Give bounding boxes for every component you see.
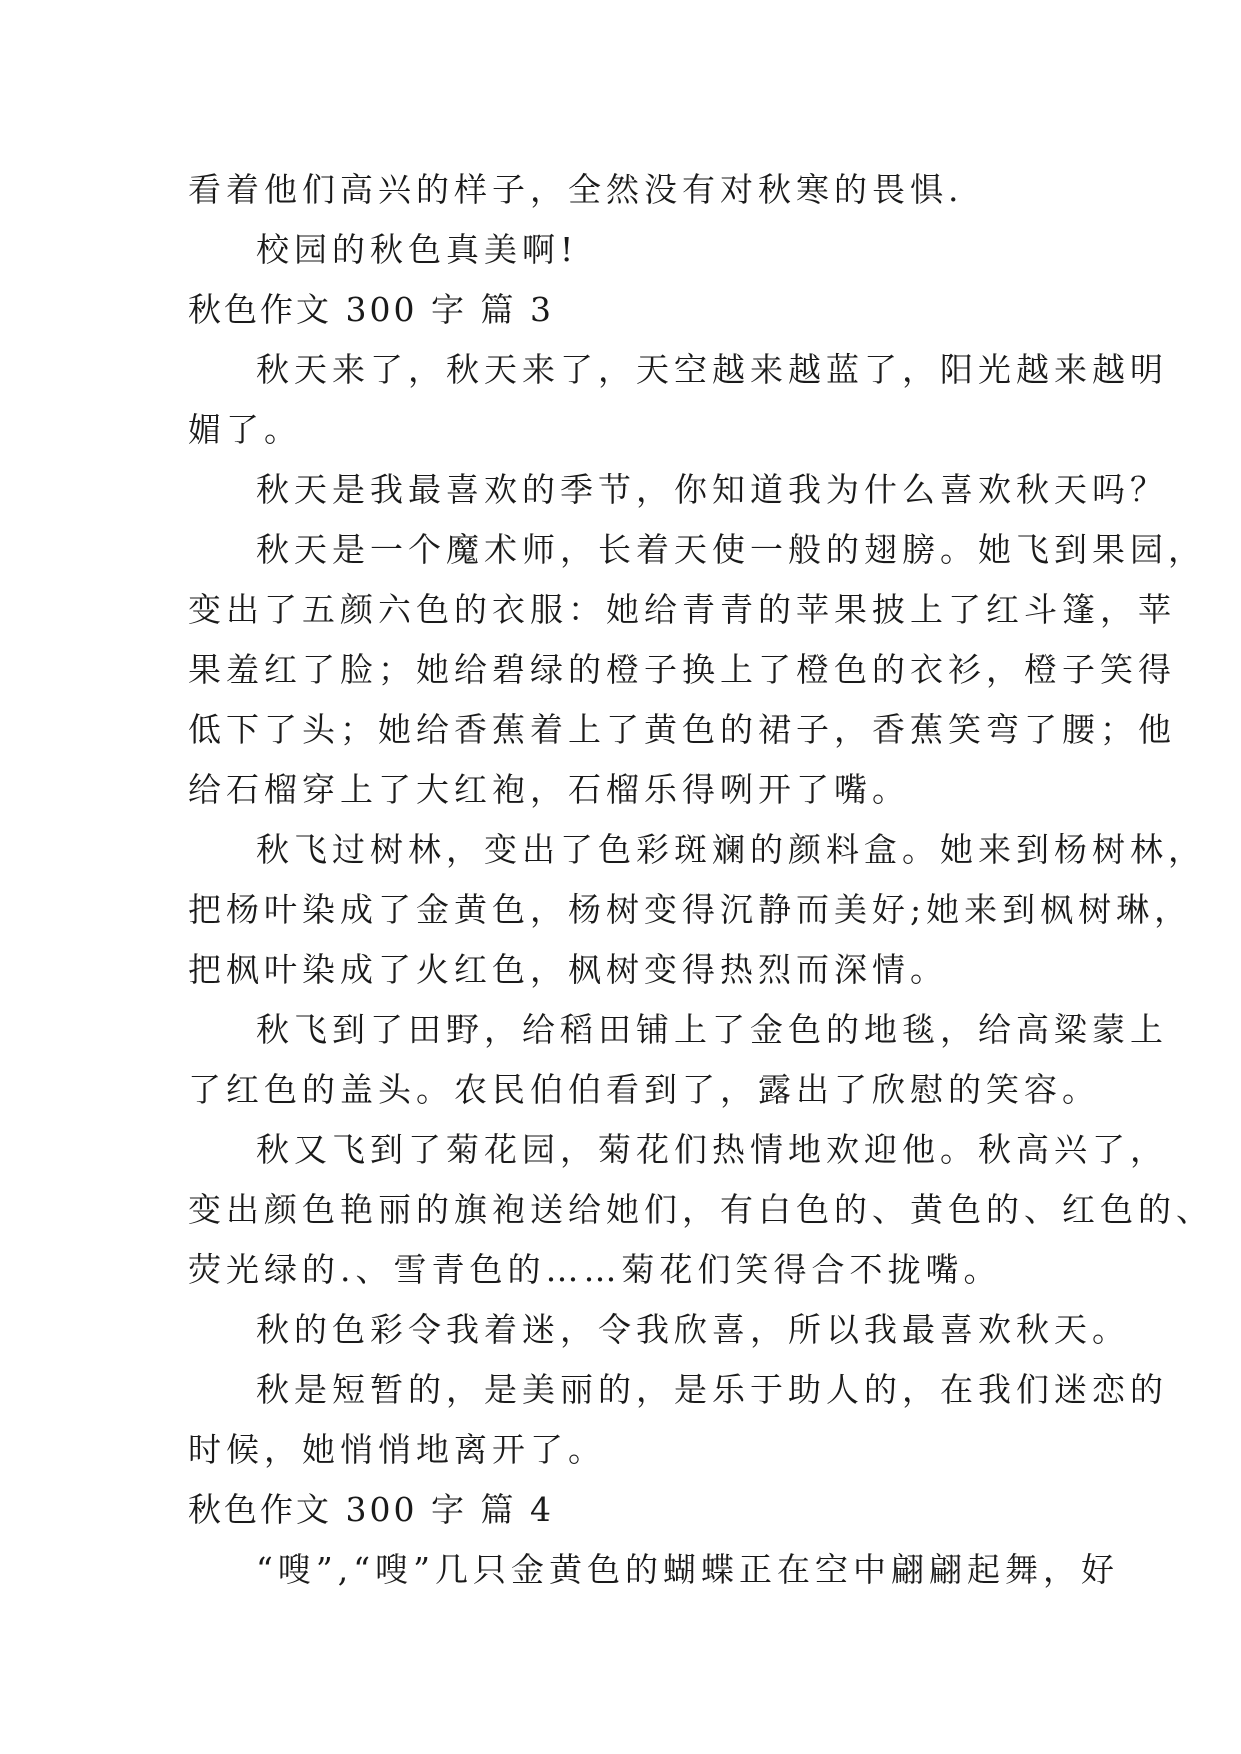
text-line: 秋天是一个魔术师，长着天使一般的翅膀。她飞到果园， [256, 530, 1206, 569]
text-line: 秋是短暂的，是美丽的，是乐于助人的，在我们迷恋的 [256, 1370, 1168, 1409]
document-body [188, 160, 1214, 1600]
text-line: 低下了头；她给香蕉着上了黄色的裙子，香蕉笑弯了腰；他 [188, 710, 1176, 749]
text-line: 给石榴穿上了大红袍，石榴乐得咧开了嘴。 [188, 770, 910, 809]
text-line: “嗖”,“嗖”几只金黄色的蝴蝶正在空中翩翩起舞，好 [256, 1550, 1119, 1589]
text-line: 变出颜色艳丽的旗袍送给她们，有白色的、黄色的、红色的、 [188, 1190, 1214, 1229]
text-line: 秋天来了，秋天来了，天空越来越蓝了，阳光越来越明 [256, 350, 1168, 389]
text-line: 时候，她悄悄地离开了。 [188, 1430, 606, 1469]
text-line: 看着他们高兴的样子，全然没有对秋寒的畏惧. [188, 170, 964, 209]
text-line: 把杨叶染成了金黄色，杨树变得沉静而美好;她来到枫树琳， [188, 890, 1193, 929]
text-line: 校园的秋色真美啊! [256, 230, 579, 269]
text-line: 媚了。 [188, 410, 302, 449]
section-heading: 秋色作文 300 字 篇 4 [188, 1490, 554, 1529]
text-line: 秋又飞到了菊花园，菊花们热情地欢迎他。秋高兴了， [256, 1130, 1168, 1169]
text-line: 果羞红了脸；她给碧绿的橙子换上了橙色的衣衫，橙子笑得 [188, 650, 1176, 689]
text-line: 秋飞过树林，变出了色彩斑斓的颜料盒。她来到杨树林， [256, 830, 1206, 869]
section-heading: 秋色作文 300 字 篇 3 [188, 290, 554, 329]
text-line: 秋天是我最喜欢的季节，你知道我为什么喜欢秋天吗？ [256, 470, 1168, 509]
text-line: 荧光绿的.、雪青色的……菊花们笑得合不拢嘴。 [188, 1250, 1002, 1289]
text-line: 把枫叶染成了火红色，枫树变得热烈而深情。 [188, 950, 948, 989]
text-line: 秋的色彩令我着迷，令我欣喜，所以我最喜欢秋天。 [256, 1310, 1130, 1349]
text-line: 秋飞到了田野，给稻田铺上了金色的地毯，给高粱蒙上 [256, 1010, 1168, 1049]
text-line: 了红色的盖头。农民伯伯看到了，露出了欣慰的笑容。 [188, 1070, 1100, 1109]
text-line: 变出了五颜六色的衣服：她给青青的苹果披上了红斗篷，苹 [188, 590, 1176, 629]
